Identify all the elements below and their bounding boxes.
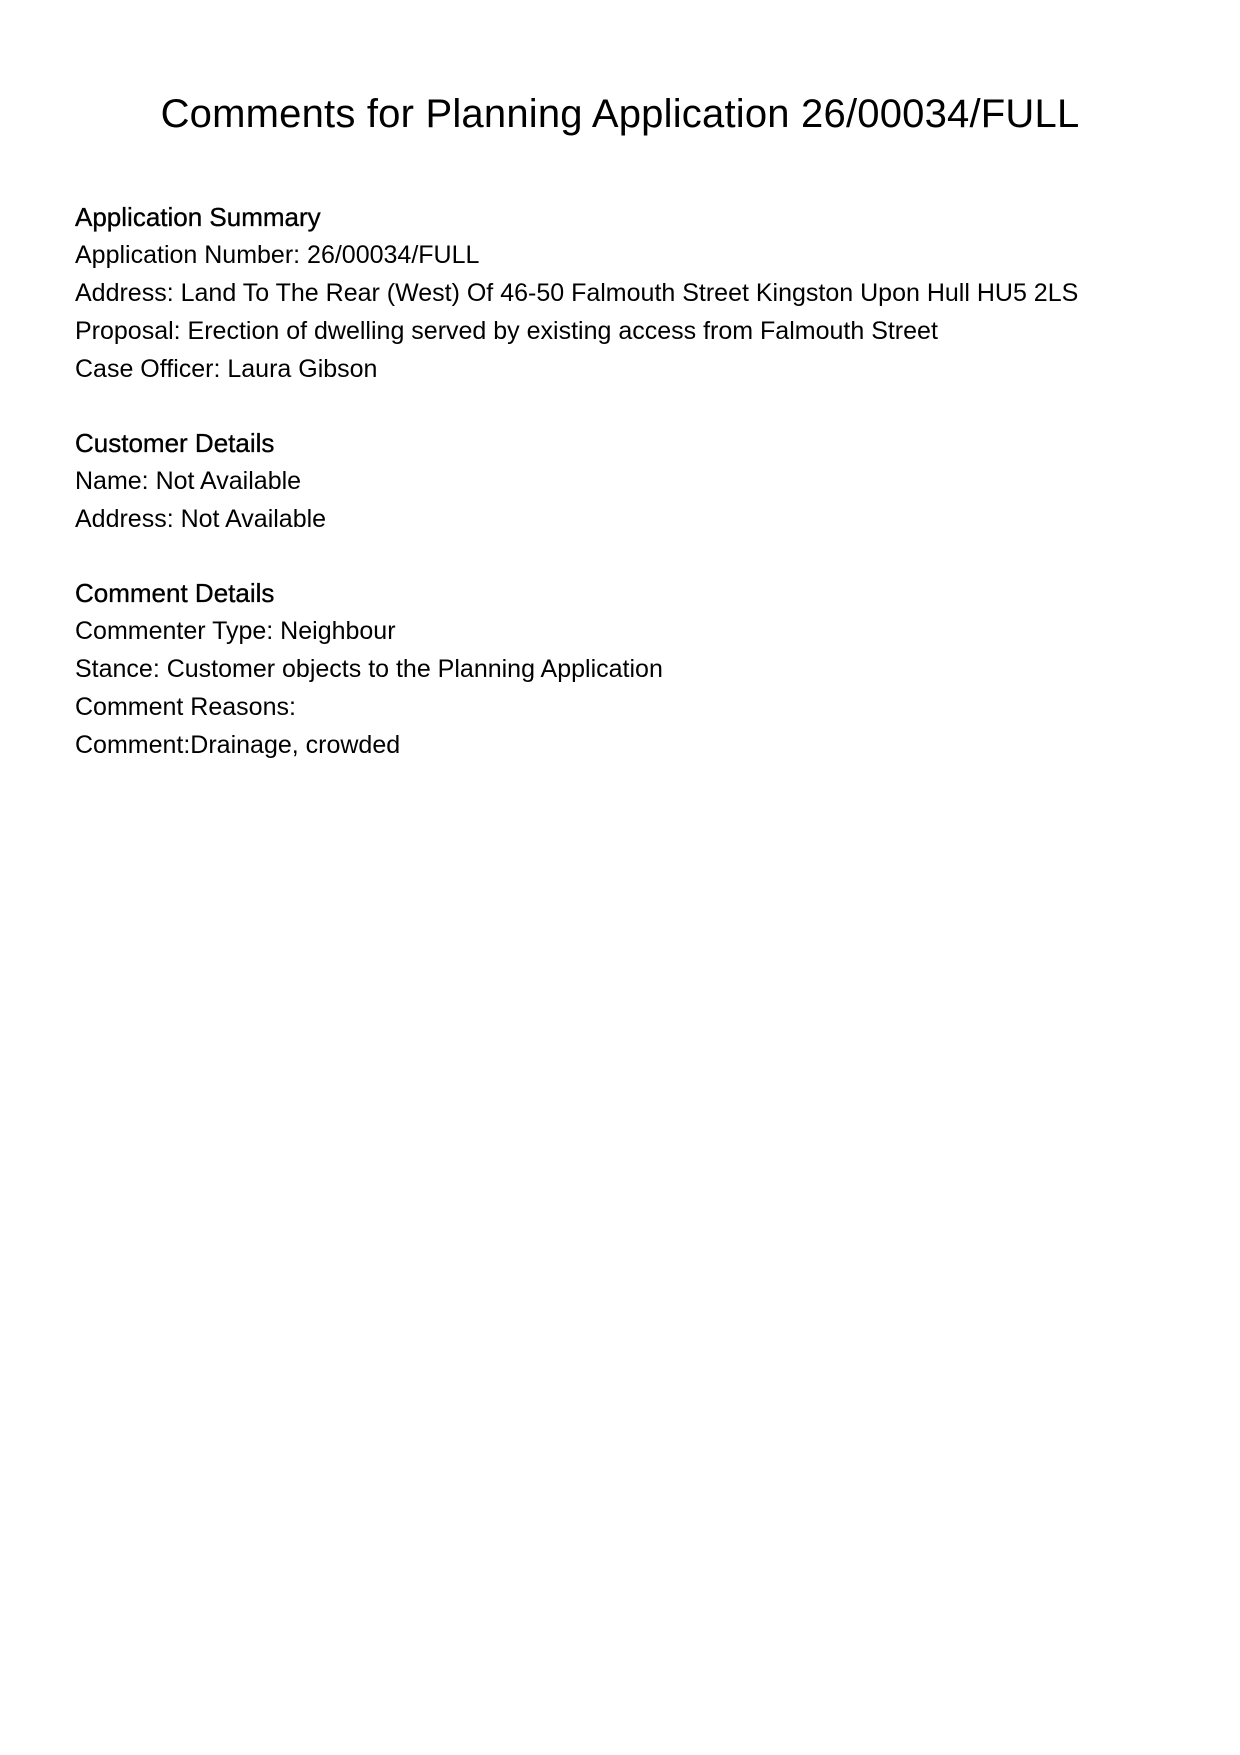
- application-number: Application Number: 26/00034/FULL: [75, 241, 480, 269]
- comment-reasons: Comment Reasons:: [75, 693, 296, 721]
- page-title: Comments for Planning Application 26/00034/FULL: [160, 92, 1080, 136]
- section-heading: Customer Details: [75, 428, 275, 458]
- application-address: Address: Land To The Rear (West) Of 46-50 Falmouth Street Kingston Upon Hull HU5 2LS: [75, 279, 1079, 307]
- comment-stance: Stance: Customer objects to the Planning Application: [75, 655, 663, 683]
- customer-address: Address: Not Available: [75, 505, 327, 533]
- comment-details-section: [75, 574, 1175, 764]
- customer-name: Name: Not Available: [75, 467, 302, 495]
- section-heading: Application Summary: [75, 202, 321, 232]
- commenter-type: Commenter Type: Neighbour: [75, 617, 396, 645]
- application-proposal: Proposal: Erection of dwelling served by existing access from Falmouth Street: [75, 317, 938, 345]
- customer-details-section: [75, 424, 1175, 538]
- application-summary-section: [75, 198, 1175, 388]
- section-heading: Comment Details: [75, 578, 275, 608]
- comment-text: Comment:Drainage, crowded: [75, 731, 401, 759]
- case-officer: Case Officer: Laura Gibson: [75, 355, 378, 383]
